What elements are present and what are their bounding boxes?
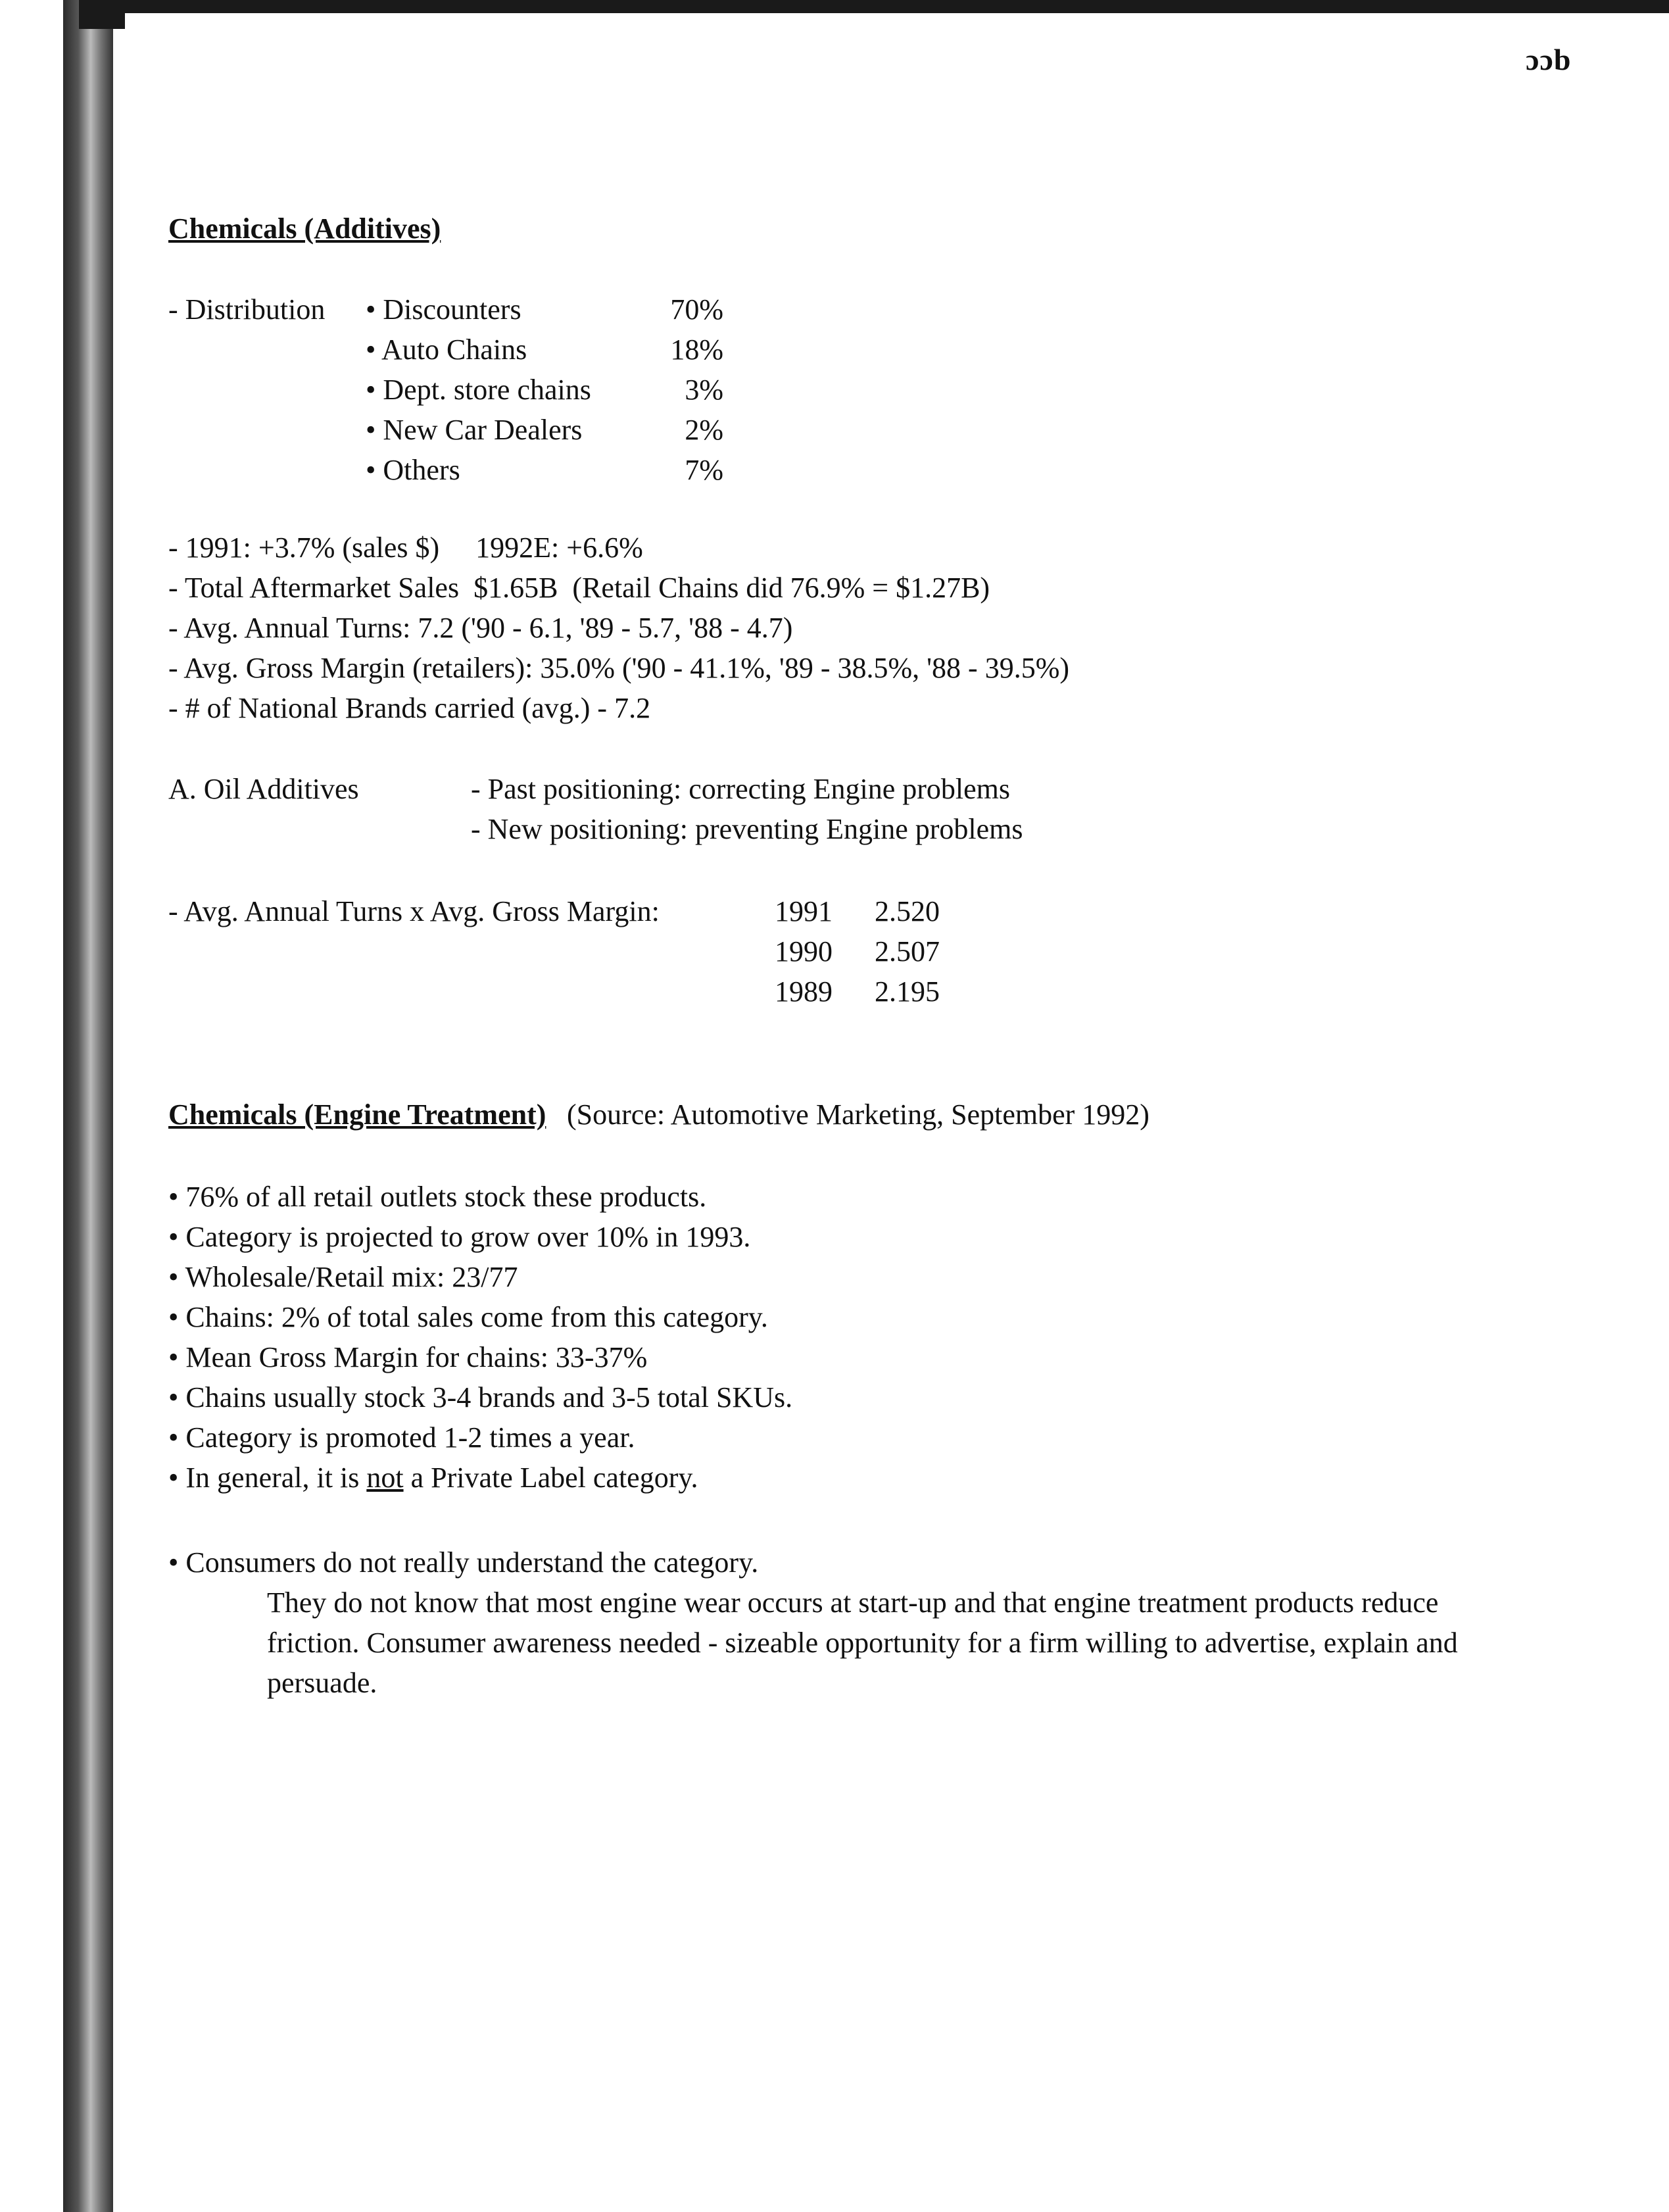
private-label-before: • In general, it is <box>168 1462 367 1494</box>
bullet-item: • 76% of all retail outlets stock these products. <box>168 1181 707 1213</box>
distribution-pct: 3% <box>685 374 723 406</box>
distribution-item: • New Car Dealers <box>366 414 583 446</box>
bullet-item: • Chains usually stock 3-4 brands and 3-5 total SKUs. <box>168 1381 793 1413</box>
turns-margin-year: 1989 <box>775 975 833 1008</box>
turns-margin-year: 1990 <box>775 935 833 968</box>
distribution-item: • Others <box>366 454 460 486</box>
page-top-border <box>79 0 1669 13</box>
bullet-private-label <box>168 1458 698 1498</box>
stat-line: - Avg. Gross Margin (retailers): 35.0% ('90 - 41.1%, '89 - 38.5%, '88 - 39.5%) <box>168 652 1070 684</box>
past-positioning: - Past positioning: correcting Engine problems <box>471 773 1010 805</box>
new-positioning: - New positioning: preventing Engine problems <box>471 813 1023 845</box>
bullet-item: • Category is promoted 1-2 times a year. <box>168 1421 635 1454</box>
binding-corner <box>79 0 125 29</box>
stat-line: - Total Aftermarket Sales $1.65B (Retail Chains did 76.9% = $1.27B) <box>168 572 990 604</box>
distribution-label: - Distribution <box>168 293 326 326</box>
turns-margin-value: 2.520 <box>875 895 940 927</box>
consumers-line: They do not know that most engine wear occurs at start-up and that engine treatment products reduce <box>267 1586 1439 1619</box>
distribution-item: • Dept. store chains <box>366 374 591 406</box>
distribution-item: • Auto Chains <box>366 333 527 366</box>
page-number: ɔɔb <box>1526 43 1572 76</box>
turns-margin-label: - Avg. Annual Turns x Avg. Gross Margin: <box>168 895 660 927</box>
distribution-pct: 18% <box>670 333 723 366</box>
oil-additives-label: A. Oil Additives <box>168 773 359 805</box>
bullet-item: • Chains: 2% of total sales come from this category. <box>168 1301 768 1333</box>
stat-line: - Avg. Annual Turns: 7.2 ('90 - 6.1, '89 - 5.7, '88 - 4.7) <box>168 612 793 644</box>
consumers-line: persuade. <box>267 1667 377 1699</box>
binding-edge <box>63 0 113 2212</box>
consumers-line: friction. Consumer awareness needed - sizeable opportunity for a firm willing to advertise, explain and <box>267 1627 1458 1659</box>
stat-line: - # of National Brands carried (avg.) - 7.2 <box>168 692 651 724</box>
section-source: (Source: Automotive Marketing, September 1992) <box>567 1098 1149 1131</box>
bullet-item: • Wholesale/Retail mix: 23/77 <box>168 1261 518 1293</box>
turns-margin-value: 2.195 <box>875 975 940 1008</box>
distribution-pct: 7% <box>685 454 723 486</box>
bullet-item: • Category is projected to grow over 10% in 1993. <box>168 1221 751 1253</box>
turns-margin-year: 1991 <box>775 895 833 927</box>
distribution-pct: 70% <box>670 293 723 326</box>
section-title-additives: Chemicals (Additives) <box>168 212 441 245</box>
private-label-after: a Private Label category. <box>403 1462 698 1494</box>
stat-line: - 1991: +3.7% (sales $) 1992E: +6.6% <box>168 531 643 564</box>
consumers-bullet: • Consumers do not really understand the category. <box>168 1546 759 1579</box>
private-label-emphasis: not <box>366 1462 404 1494</box>
distribution-item: • Discounters <box>366 293 521 326</box>
turns-margin-value: 2.507 <box>875 935 940 968</box>
distribution-pct: 2% <box>685 414 723 446</box>
section-title-engine-treatment: Chemicals (Engine Treatment) <box>168 1098 546 1131</box>
bullet-item: • Mean Gross Margin for chains: 33-37% <box>168 1341 648 1373</box>
